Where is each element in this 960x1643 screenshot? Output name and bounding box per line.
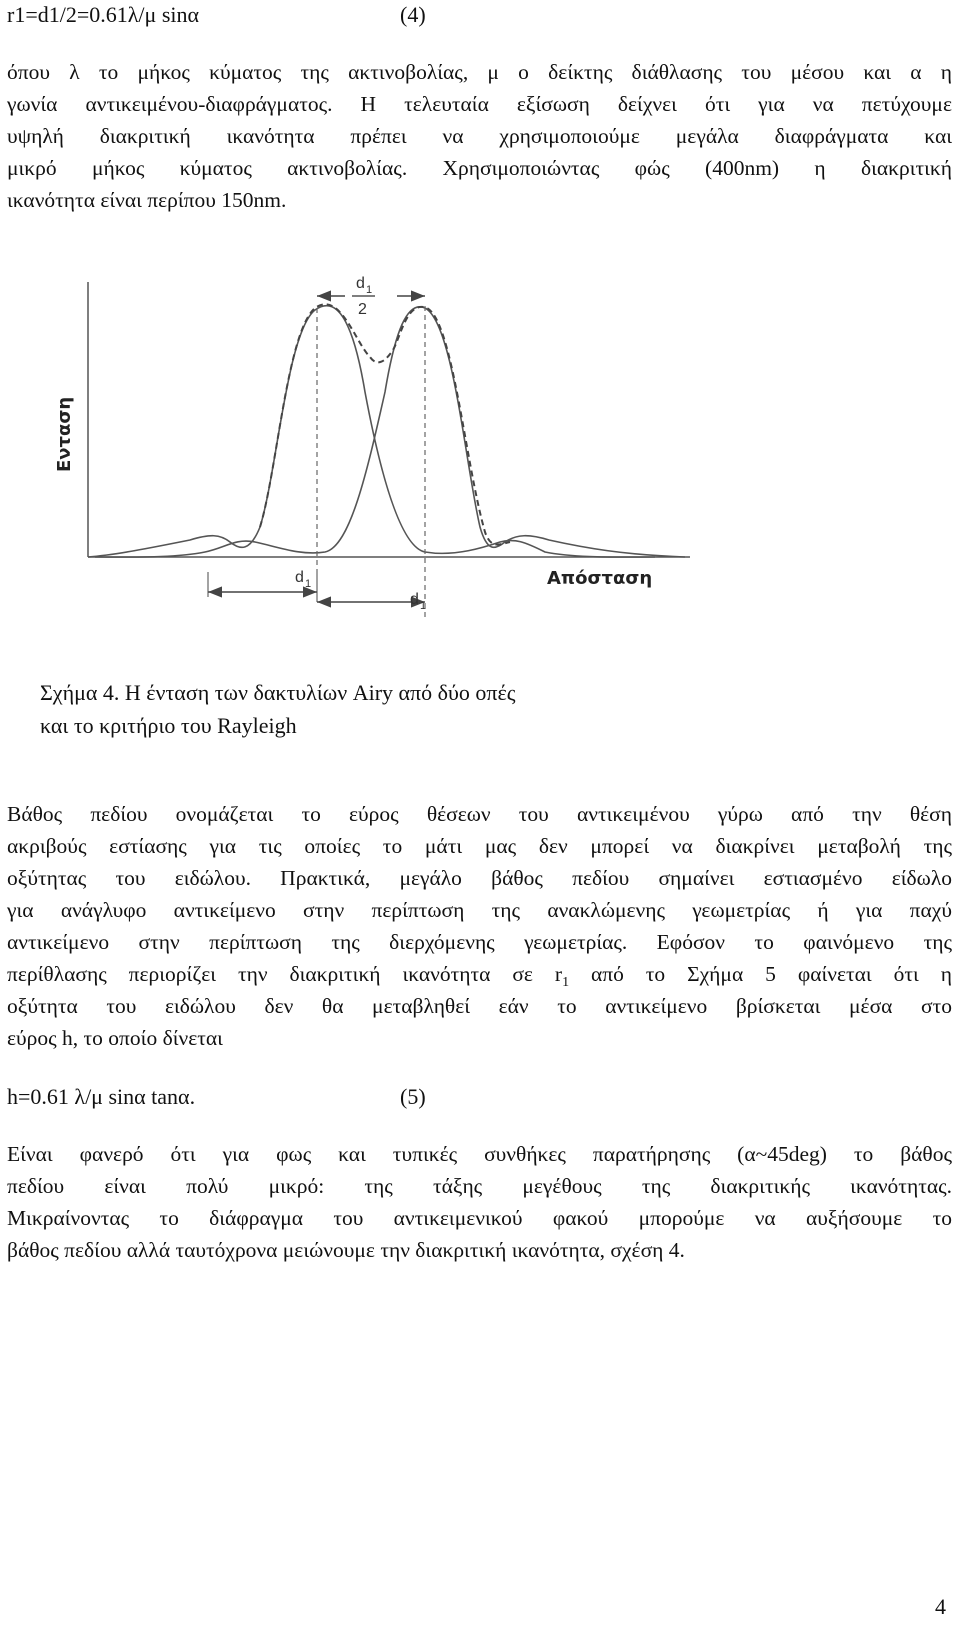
airy-figure <box>55 272 705 652</box>
equation-4 <box>7 2 199 28</box>
paragraph-2-line-3: οξύτητας του ειδώλου. Πρακτικά, μεγάλο βάθος πεδίου σημαίνει εστιασμένο είδωλο <box>7 866 952 890</box>
figure-caption-line-1: Σχήμα 4. Η ένταση των δακτυλίων Airy από δύο οπές <box>40 680 516 705</box>
y-axis-label: Ενταση <box>55 396 75 472</box>
figure-caption-line-2: και το κριτήριο του Rayleigh <box>40 713 297 738</box>
left-airy-curve <box>88 306 655 557</box>
top-label-num: d <box>356 275 365 292</box>
dim2-label: d <box>410 591 419 608</box>
dim2-sub: 1 <box>420 600 427 612</box>
paragraph-3-line-1: Είναι φανερό ότι για φως και τυπικές συνθήκες παρατήρησης (α~45deg) το βάθος <box>7 1142 952 1166</box>
page-number: 4 <box>935 1594 946 1619</box>
paragraph-2-line-6-before: περίθλασης περιορίζει την διακριτική ικανότητα σε r <box>7 962 563 986</box>
dim1-sub: 1 <box>305 578 312 590</box>
combined-intensity-curve <box>260 304 510 544</box>
paragraph-2-line-2: ακριβούς εστίασης για τις οποίες το μάτι μας δεν μπορεί να διακρίνει μεταβολή της <box>7 834 952 858</box>
dim1-label: d <box>295 569 304 586</box>
top-label-sub: 1 <box>366 284 373 296</box>
paragraph-2-line-8: εύρος h, το οποίο δίνεται <box>7 1026 223 1050</box>
paragraph-3-line-3: Μικραίνοντας το διάφραγμα του αντικειμενικού φακού μπορούμε να αυξήσουμε το <box>7 1206 952 1230</box>
paragraph-2-line-4: για ανάγλυφο αντικείμενο στην περίπτωση της ανακλώμενης γεωμετρίας ή για παχύ <box>7 898 952 922</box>
paragraph-2-line-6-after: από το Σχήμα 5 φαίνεται ότι η <box>569 962 952 986</box>
equation-5-number: (5) <box>400 1084 426 1109</box>
right-airy-curve <box>95 307 685 557</box>
paragraph-1-line-2: γωνία αντικειμένου-διαφράγματος. Η τελευταία εξίσωση δείχνει ότι για να πετύχουμε <box>7 92 952 116</box>
paragraph-1-line-5: ικανότητα είναι περίπου 150nm. <box>7 188 287 212</box>
r-subscript: 1 <box>562 975 570 990</box>
paragraph-2-line-6 <box>7 962 952 990</box>
paragraph-3-line-4: βάθος πεδίου αλλά ταυτόχρονα μειώνουμε την διακριτική ικανότητα, σχέση 4. <box>7 1238 685 1262</box>
paragraph-3-line-2: πεδίου είναι πολύ μικρό: της τάξης μεγέθους της διακριτικής ικανότητας. <box>7 1174 952 1198</box>
equation-4-number: (4) <box>400 2 426 27</box>
paragraph-1-line-1: όπου λ το μήκος κύματος της ακτινοβολίας, μ ο δείκτης διάθλασης του μέσου και α η <box>7 60 952 84</box>
paragraph-2-line-5: αντικείμενο στην περίπτωση της διερχόμενης γεωμετρίας. Εφόσον το φαινόμενο της <box>7 930 952 954</box>
paragraph-1-line-4: μικρό μήκος κύματος ακτινοβολίας. Χρησιμοποιώντας φώς (400nm) η διακριτική <box>7 156 952 180</box>
paragraph-2-line-7: οξύτητα του ειδώλου δεν θα μεταβληθεί εάν το αντικείμενο βρίσκεται μέσα στο <box>7 994 952 1018</box>
equation-4-text: r1=d1/2=0.61λ/μ sinα <box>7 2 200 27</box>
airy-intensity-diagram <box>55 272 705 652</box>
paragraph-1-line-3: υψηλή διακριτική ικανότητα πρέπει να χρησιμοποιούμε μεγάλα διαφράγματα και <box>7 124 952 148</box>
top-label-den: 2 <box>358 301 367 318</box>
paragraph-2-line-1: Βάθος πεδίου ονομάζεται το εύρος θέσεων του αντικειμένου γύρω από την θέση <box>7 802 952 826</box>
x-axis-label: Απόσταση <box>547 568 653 589</box>
equation-5-text: h=0.61 λ/μ sinα tanα. <box>7 1084 196 1109</box>
